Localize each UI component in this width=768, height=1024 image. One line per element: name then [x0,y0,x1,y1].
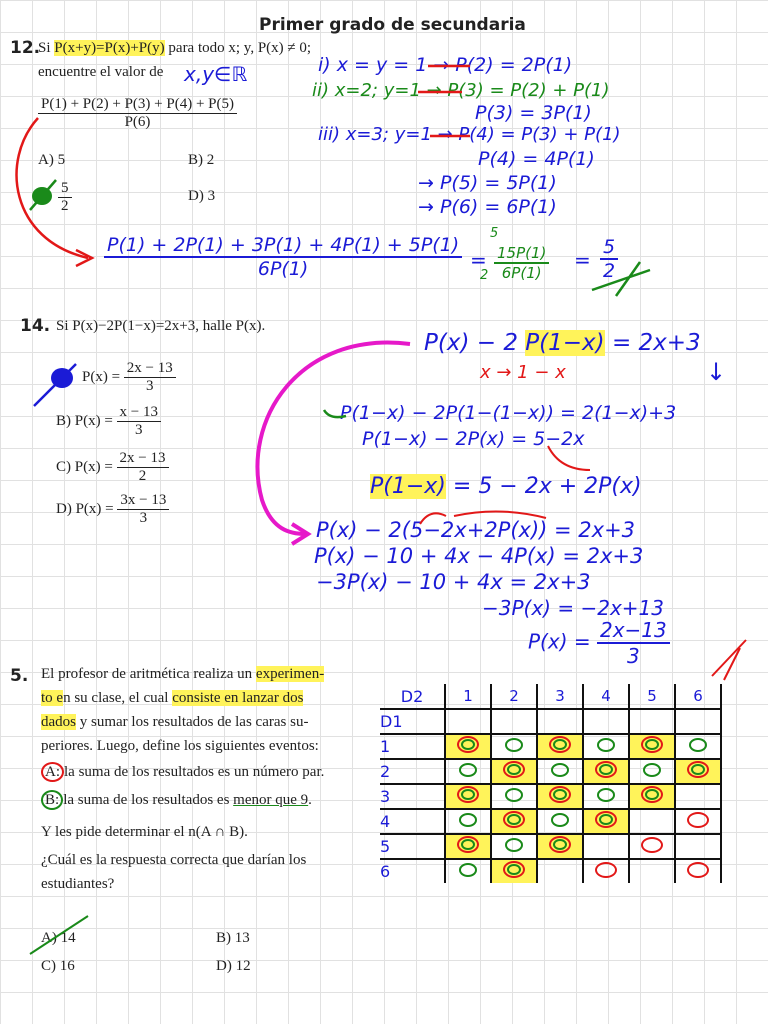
opt-c-label: C) [56,458,71,475]
hand-12-step1: i) x = y = 1 → P(2) = 2P(1) [318,54,573,76]
hand-12-simp-bot: 2 [480,268,489,283]
hand-xy-real: x,y∈ℝ [184,62,248,86]
red-arc-14-b [420,511,546,524]
problem-5-line4: periores. Luego, define los siguientes eventos: [41,738,319,754]
problem-5-line9: estudiantes? [41,876,115,892]
opt-b-den: 3 [135,422,143,438]
l9num: 2x−13 [597,618,670,644]
row-header: 2 [380,759,445,784]
res-num: 5 [600,236,618,260]
option-12-a[interactable]: A) 5 [38,152,66,168]
hand-12-step5: P(4) = 4P(1) [478,148,595,170]
hand-14-arrow-down: ↓ [706,358,727,386]
red-check-14 [712,640,746,680]
big-num: P(1) + 2P(1) + 3P(1) + 4P(1) + 5P(1) [104,234,462,258]
hand-12-step7: → P(6) = 6P(1) [418,196,557,218]
l1a: P(x) − 2 [424,330,518,356]
l1a: El profesor de aritmética realiza un [41,666,253,682]
opt-a-den: 3 [146,378,154,394]
green-arrow-14 [324,410,346,417]
col-header: 4 [583,684,629,709]
l2mid: n su clase, el cual [63,690,169,706]
hand-14-line5: P(x) − 2(5−2x+2P(x)) = 2x+3 [316,518,636,542]
problem-12-statement-line2: encuentre el valor de [38,64,164,80]
row-header: 3 [380,784,445,809]
table-corner: D2 [380,684,445,709]
l1c: = 2x+3 [611,330,701,356]
hand-12-step6: → P(5) = 5P(1) [418,172,557,194]
problem-14-number: 14. [20,316,51,336]
big-den: 6P(1) [257,258,309,280]
opt-d-num: 3x − 13 [117,492,169,510]
simp-den: 6P(1) [501,264,542,282]
px-eq: P(x) = [74,412,113,429]
problem-14-statement: Si P(x)−2P(1−x)=2x+3, halle P(x). [56,318,266,334]
hand-12-step4: iii) x=3; y=1 → P(4) = P(3) + P(1) [318,124,621,145]
px-eq: P(x) = [74,458,113,475]
magenta-curve-14 [257,343,410,534]
opt-a-num: 2x − 13 [124,360,176,378]
l6ul: menor que 9 [233,792,309,808]
simp-num: 15P(1) [494,244,549,264]
row-axis-label: D1 [380,709,445,734]
hand-12-simp-top: 5 [490,226,499,241]
px-eq: P(x) = [82,368,121,385]
hand-12-equals2: = [574,248,591,272]
res-den: 2 [603,260,616,282]
page-title: Primer grado de secundaria [259,15,526,35]
row-header: 6 [380,859,445,883]
opt-c-num: 2x − 13 [117,450,169,468]
col-header: 6 [675,684,721,709]
opt-d-label: D) [56,500,72,517]
option-12-d[interactable]: D) 3 [188,188,216,204]
l9pre: P(x) = [528,629,591,654]
frac-denominator: P(6) [124,114,151,130]
row-header: 1 [380,734,445,759]
answer-check-5 [30,916,88,954]
problem-5-line7: Y les pide determinar el n(A ∩ B). [41,824,248,840]
l4a: P(1−x) [370,474,446,499]
col-header: 2 [491,684,537,709]
problem-5-number: 5. [10,666,29,686]
opt-b-num: x − 13 [117,404,161,422]
event-b-label: B: [41,790,63,810]
l4b: = 5 − 2x + 2P(x) [452,474,642,499]
hand-14-substitution: x → 1 − x [480,362,566,383]
hand-14-line6: P(x) − 10 + 4x − 4P(x) = 2x+3 [314,544,644,568]
option-12-b[interactable]: B) 2 [188,152,215,168]
answer-check-result-12 [592,262,650,296]
hand-14-line3: P(1−x) − 2P(x) = 5−2x [362,428,585,450]
l3post: y sumar los resultados de las caras su- [79,714,309,730]
opt-b-label: B) [56,412,71,429]
option-5-c[interactable]: C) 16 [41,958,75,974]
hand-12-step2: ii) x=2; y=1 → P(3) = P(2) + P(1) [312,80,610,101]
l1hl: experimen- [255,666,325,682]
problem-12-number: 12. [10,38,41,58]
l6mid: la suma de los resultados es [63,792,230,808]
l2hl1: to e [41,690,64,706]
col-header: 3 [537,684,583,709]
l5post: la suma de los resultados es un número par. [64,764,325,780]
l2hl2: consiste en lanzar dos [172,690,304,706]
l6end: . [308,792,312,808]
col-header: 5 [629,684,675,709]
option-5-a[interactable]: A) 14 [41,930,76,946]
hand-14-line7: −3P(x) − 10 + 4x = 2x+3 [316,570,591,594]
stmt-highlight: P(x+y)=P(x)+P(y) [54,40,165,56]
stmt-post: para todo x; y, P(x) ≠ 0; [168,40,312,56]
hand-12-step3: P(3) = 3P(1) [475,102,592,124]
col-header: 1 [445,684,491,709]
hand-14-line8: −3P(x) = −2x+13 [482,596,664,620]
event-a-label: A: [41,762,64,782]
row-header: 5 [380,834,445,859]
opt-c-num: 5 [58,180,72,198]
frac-numerator: P(1) + P(2) + P(3) + P(4) + P(5) [38,96,237,114]
problem-5-line8: ¿Cuál es la respuesta correcta que darían los [41,852,307,868]
opt-c-den: 2 [61,198,69,214]
l1b: P(1−x) [525,330,605,356]
opt-d-den: 3 [139,510,148,526]
red-curve-12 [17,118,88,258]
red-arc-14 [548,446,590,470]
hand-12-equals: = [470,248,487,272]
opt-c-den: 2 [138,468,147,484]
stmt-pre: Si [38,40,51,56]
hand-14-line2: P(1−x) − 2P(1−(1−x)) = 2(1−x)+3 [340,402,677,424]
px-eq: P(x) = [75,500,114,517]
option-5-b[interactable]: B) 13 [216,930,250,946]
l3hl: dados [41,714,76,730]
option-5-d[interactable]: D) 12 [216,958,251,974]
row-header: 4 [380,809,445,834]
l9den: 3 [627,644,640,668]
